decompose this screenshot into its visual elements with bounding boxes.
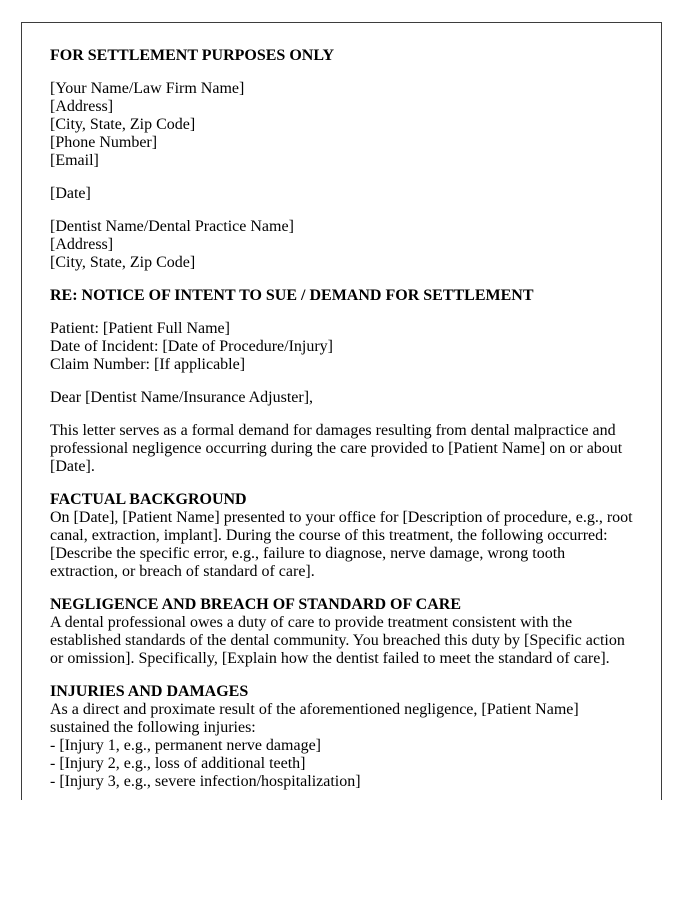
claim-number-line: Claim Number: [If applicable] [50, 356, 246, 373]
injury-item-2: - [Injury 2, e.g., loss of additional teeth] [50, 755, 306, 772]
salutation: Dear [Dentist Name/Insurance Adjuster], [50, 389, 314, 406]
subject-line: RE: NOTICE OF INTENT TO SUE / DEMAND FOR SETTLEMENT [50, 287, 534, 304]
confidentiality-notice: FOR SETTLEMENT PURPOSES ONLY [50, 47, 335, 64]
injury-item-1: - [Injury 1, e.g., permanent nerve damage] [50, 737, 321, 754]
section-body-factual-background: On [Date], [Patient Name] presented to your office for [Description of procedure, e.g., root canal, extraction, implant]. During the course of this treatment, the following occurred: [Describe the specific error, e.g., failure to diagnose, nerve damage, wrong tooth extraction, or breach of standard of care]. [50, 509, 633, 580]
letter-document [21, 22, 662, 800]
case-details-block [50, 320, 635, 374]
section-heading-negligence: NEGLIGENCE AND BREACH OF STANDARD OF CARE [50, 596, 461, 613]
section-heading-injuries-damages: INJURIES AND DAMAGES [50, 683, 249, 700]
injury-item-3: - [Injury 3, e.g., severe infection/hospitalization] [50, 773, 361, 790]
sender-address-block [50, 80, 635, 170]
section-heading-factual-background: FACTUAL BACKGROUND [50, 491, 247, 508]
sender-city-line: [City, State, Zip Code] [50, 116, 196, 133]
section-body-injuries-damages: As a direct and proximate result of the aforementioned negligence, [Patient Name] sustained the following injuries: [50, 701, 579, 736]
date-line: [Date] [50, 185, 91, 202]
recipient-address-line: [Address] [50, 236, 114, 253]
sender-name-line: [Your Name/Law Firm Name] [50, 80, 245, 97]
incident-date-line: Date of Incident: [Date of Procedure/Injury] [50, 338, 333, 355]
section-negligence [50, 596, 635, 668]
recipient-name-line: [Dentist Name/Dental Practice Name] [50, 218, 294, 235]
sender-email-line: [Email] [50, 152, 99, 169]
section-injuries-damages [50, 683, 635, 791]
sender-address-line: [Address] [50, 98, 114, 115]
patient-line: Patient: [Patient Full Name] [50, 320, 230, 337]
recipient-address-block [50, 218, 635, 272]
recipient-city-line: [City, State, Zip Code] [50, 254, 196, 271]
section-body-negligence: A dental professional owes a duty of care to provide treatment consistent with the established standards of the dental community. You breached this duty by [Specific action or omission]. Specifically, [Explain how the dentist failed to meet the standard of care]. [50, 614, 625, 667]
intro-paragraph: This letter serves as a formal demand for damages resulting from dental malpractice and professional negligence occurring during the care provided to [Patient Name] on or about [Date]. [50, 422, 623, 475]
section-factual-background [50, 491, 635, 581]
sender-phone-line: [Phone Number] [50, 134, 158, 151]
